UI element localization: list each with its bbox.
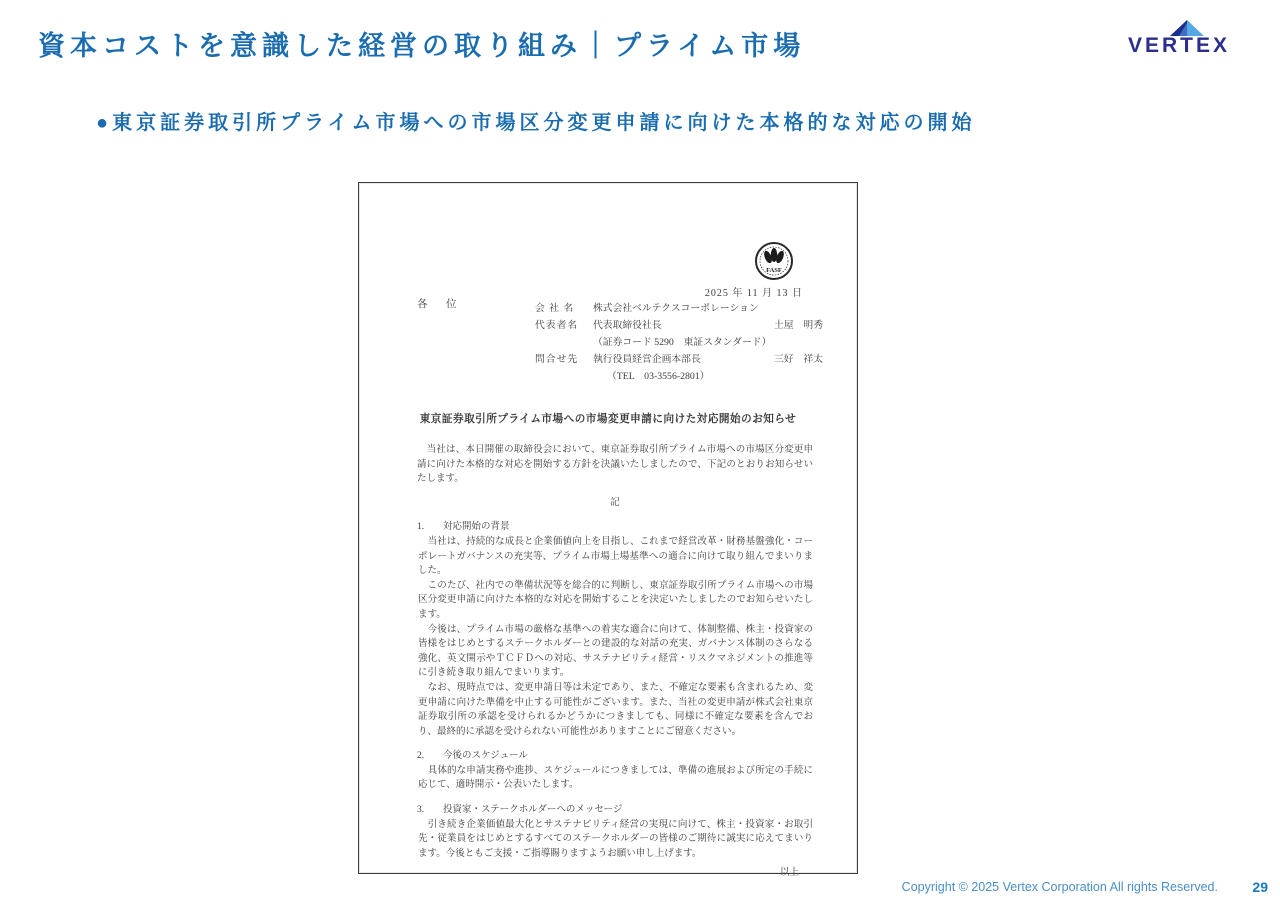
paragraph: 今後は、プライム市場の厳格な基準への着実な適合に向けて、体制整備、株主・投資家の皆様をはじめとするステークホルダーとの建設的な対話の充実、ガバナンス体制のさらなる強化、英文開示やＴＣＦＤへの対応、サステナビリティ経営・リスクマネジメントの推進等に引き続き取り組んでまいります。	[418, 624, 813, 679]
section-1-number: 1.	[417, 522, 425, 533]
paragraph: なお、現時点では、変更申請日等は未定であり、また、不確定な要素も含まれるため、変更申請に向けた準備を中止する可能性がございます。また、当社の変更申請が株式会社東京証券取引所の承認を受けられるかどうかにつきましても、同様に不確定な要素を含んでおり、最終的に承認を受けられない可能性がありますことにご留意ください。	[418, 682, 813, 737]
stock-code-line: （証券コード 5290 東証スタンダード）	[593, 337, 772, 348]
section-3-heading	[417, 803, 813, 818]
contact-title: 執行役員経営企画本部長	[593, 354, 701, 365]
header-row-representative	[535, 317, 823, 334]
document-header-block	[535, 300, 823, 385]
representative-label: 代表者名	[535, 320, 579, 331]
representative-name: 土屋 明秀	[774, 320, 823, 331]
company-name: 株式会社ベルテクスコーポレーション	[593, 303, 759, 314]
section-1-paragraphs	[418, 535, 813, 739]
section-2-title: 今後のスケジュール	[443, 751, 528, 762]
section-2	[417, 749, 813, 793]
ki-marker: 記	[610, 497, 620, 508]
paragraph: このたび、社内での準備状況等を総合的に判断し、東京証券取引所プライム市場への市場区分変更申請に向けた本格的な対応を開始することを決定いたしましたのでお知らせいたします。	[418, 580, 813, 620]
representative-title: 代表取締役社長	[593, 320, 662, 331]
header-row-company	[535, 300, 823, 317]
section-bullet-text: ●東京証券取引所プライム市場への市場区分変更申請に向けた本格的な対応の開始	[96, 112, 976, 134]
copyright-text: Copyright © 2025 Vertex Corporation All rights Reserved.	[901, 880, 1218, 894]
company-label: 会 社 名	[535, 303, 575, 314]
logo-text: VERTEX	[1128, 34, 1231, 57]
section-2-paragraphs	[418, 764, 813, 793]
fasf-seal-icon	[754, 240, 794, 282]
seal-label: FASF	[766, 267, 782, 274]
closing-mark: 以上	[779, 868, 799, 879]
intro-paragraph: 当社は、本日開催の取締役会において、東京証券取引所プライム市場への市場区分変更申請に向けた本格的な対応を開始する方針を決議いたしましたので、下記のとおりお知らせいたします。	[417, 445, 813, 485]
tel-line: （TEL 03-3556-2801）	[607, 371, 710, 382]
header-row-stock-code	[535, 334, 823, 351]
section-1-heading	[417, 520, 813, 535]
section-3-title: 投資家・ステークホルダーへのメッセージ	[443, 805, 623, 816]
header-row-tel	[535, 368, 823, 385]
paragraph: 引き続き企業価値最大化とサステナビリティ経営の実現に向けて、株主・投資家・お取引先・従業員をはじめとするすべてのステークホルダーの皆様のご期待に誠実に応えてまいります。今後ともご支援・ご指導賜りますようお願い申し上げます。	[418, 819, 813, 859]
contact-label: 問合せ先	[535, 354, 579, 365]
section-3	[417, 803, 813, 861]
vertex-logo	[1128, 16, 1248, 60]
paragraph: 当社は、持続的な成長と企業価値向上を目指し、これまで経営改革・財務基盤強化・コーポレートガバナンスの充実等、プライム市場上場基準への適合に向けて取り組んでまいりました。	[418, 536, 813, 577]
contact-name: 三好 祥太	[774, 354, 823, 365]
page-number: 29	[1252, 879, 1268, 895]
paragraph: 具体的な申請実務や進捗、スケジュールにつきましては、準備の進展および所定の手続に応じて、適時開示・公表いたします。	[418, 765, 813, 791]
document-title: 東京証券取引所プライム市場への市場変更申請に向けた対応開始のお知らせ	[419, 414, 797, 425]
section-3-number: 3.	[417, 805, 425, 816]
document-body	[417, 443, 813, 881]
section-1-title: 対応開始の背景	[443, 522, 510, 533]
page-title: 資本コストを意識した経営の取り組み｜プライム市場	[38, 31, 806, 61]
document-addressee: 各 位	[417, 299, 461, 310]
header-row-contact	[535, 351, 823, 368]
press-release-document	[358, 182, 858, 879]
document-date: 2025 年 11 月 13 日	[704, 288, 803, 299]
section-3-paragraphs	[418, 818, 813, 862]
section-2-heading	[417, 749, 813, 764]
section-1	[417, 520, 813, 739]
section-2-number: 2.	[417, 751, 425, 762]
